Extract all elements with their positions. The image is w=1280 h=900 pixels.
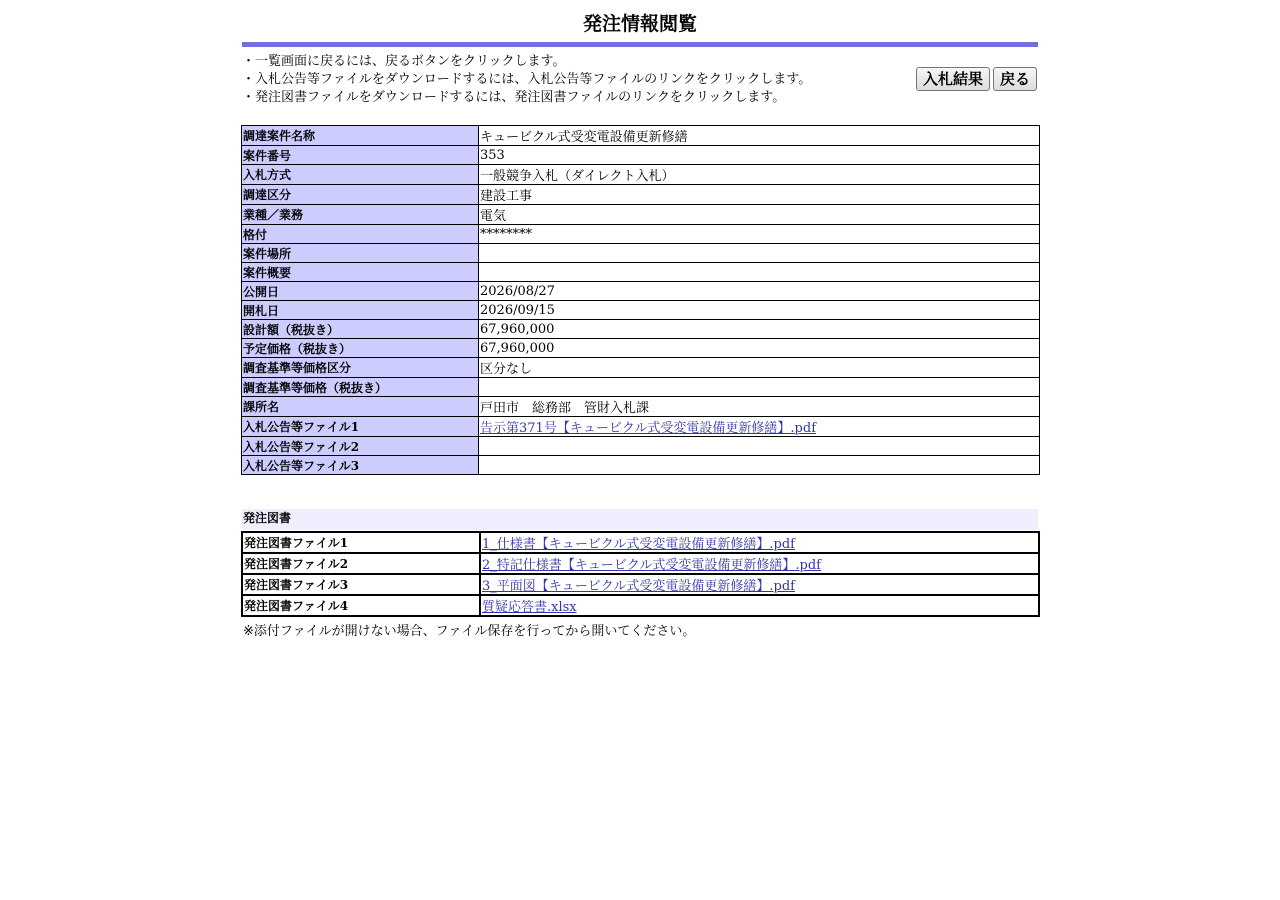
detail-value: 区分なし — [479, 358, 1040, 378]
document-row — [242, 553, 1039, 574]
detail-label: 入札公告等ファイル2 — [242, 437, 479, 456]
action-buttons — [916, 67, 1037, 91]
document-file-link[interactable]: 2_特記仕様書【キュービクル式受変電設備更新修繕】.pdf — [482, 558, 821, 573]
detail-value: 67,960,000 — [479, 320, 1040, 339]
back-button[interactable]: 戻る — [993, 67, 1037, 91]
detail-row — [242, 263, 1040, 282]
document-row — [242, 532, 1039, 553]
document-row — [242, 595, 1039, 616]
detail-label: 入札公告等ファイル3 — [242, 456, 479, 475]
document-value-cell — [480, 595, 1039, 616]
detail-row — [242, 456, 1040, 475]
document-value-cell — [480, 574, 1039, 595]
detail-label: 案件場所 — [242, 244, 479, 263]
detail-value — [479, 437, 1040, 456]
document-file-link[interactable]: 質疑応答書.xlsx — [482, 600, 577, 615]
document-label: 発注図書ファイル2 — [242, 553, 480, 574]
detail-label: 調達区分 — [242, 185, 479, 205]
document-value-cell — [480, 532, 1039, 553]
instruction-line: ・入札公告等ファイルをダウンロードするには、入札公告等ファイルのリンクをクリックします。 — [242, 72, 812, 87]
detail-row — [242, 244, 1040, 263]
instruction-line: ・発注図書ファイルをダウンロードするには、発注図書ファイルのリンクをクリックします。 — [242, 90, 786, 105]
detail-row — [242, 339, 1040, 358]
detail-value-cell — [479, 417, 1040, 437]
detail-row — [242, 126, 1040, 146]
detail-row — [242, 185, 1040, 205]
detail-value: 電気 — [479, 205, 1040, 225]
detail-value — [479, 263, 1040, 282]
page-title: 発注情報閲覧 — [582, 13, 697, 35]
detail-value: 2026/08/27 — [479, 282, 1040, 301]
document-file-link[interactable]: 3_平面図【キュービクル式受変電設備更新修繕】.pdf — [482, 579, 795, 594]
detail-label: 課所名 — [242, 397, 479, 417]
instructions — [242, 53, 811, 107]
documents-heading: 発注図書 — [242, 509, 1038, 530]
detail-row — [242, 320, 1040, 339]
detail-value: ******** — [479, 225, 1040, 244]
detail-row — [242, 397, 1040, 417]
detail-row — [242, 225, 1040, 244]
document-file-link[interactable]: 1_仕様書【キュービクル式受変電設備更新修繕】.pdf — [482, 537, 795, 552]
detail-value: 戸田市 総務部 管財入札課 — [479, 397, 1040, 417]
detail-label: 公開日 — [242, 282, 479, 301]
document-row — [242, 574, 1039, 595]
document-label: 発注図書ファイル3 — [242, 574, 480, 595]
instruction-line: ・一覧画面に戻るには、戻るボタンをクリックします。 — [242, 54, 566, 69]
intro-section — [242, 47, 1038, 125]
attachment-note: ※添付ファイルが開けない場合、ファイル保存を行ってから開いてください。 — [243, 624, 696, 639]
detail-row — [242, 378, 1040, 397]
detail-value — [479, 244, 1040, 263]
detail-row — [242, 205, 1040, 225]
detail-value: 67,960,000 — [479, 339, 1040, 358]
detail-value — [479, 456, 1040, 475]
detail-label: 案件番号 — [242, 146, 479, 165]
detail-label: 設計額（税抜き） — [242, 320, 479, 339]
bid-results-button[interactable]: 入札結果 — [916, 67, 990, 91]
detail-label: 案件概要 — [242, 263, 479, 282]
detail-label: 調達案件名称 — [242, 126, 479, 146]
detail-row — [242, 301, 1040, 320]
detail-row — [242, 417, 1040, 437]
detail-value: 2026/09/15 — [479, 301, 1040, 320]
detail-row — [242, 146, 1040, 165]
detail-value — [479, 378, 1040, 397]
detail-label: 入札公告等ファイル1 — [242, 417, 479, 437]
detail-label: 調査基準等価格区分 — [242, 358, 479, 378]
documents-table — [241, 531, 1040, 617]
detail-label: 予定価格（税抜き） — [242, 339, 479, 358]
document-value-cell — [480, 553, 1039, 574]
detail-row — [242, 437, 1040, 456]
document-label: 発注図書ファイル1 — [242, 532, 480, 553]
document-label: 発注図書ファイル4 — [242, 595, 480, 616]
detail-label: 調査基準等価格（税抜き） — [242, 378, 479, 397]
announcement-file-link[interactable]: 告示第371号【キュービクル式受変電設備更新修繕】.pdf — [480, 421, 817, 436]
page-container — [242, 0, 1038, 639]
detail-value: 一般競争入札（ダイレクト入札） — [479, 165, 1040, 185]
detail-value: 353 — [479, 146, 1040, 165]
detail-label: 開札日 — [242, 301, 479, 320]
details-table — [241, 125, 1040, 475]
detail-row — [242, 165, 1040, 185]
detail-value: 建設工事 — [479, 185, 1040, 205]
detail-label: 入札方式 — [242, 165, 479, 185]
detail-label: 業種／業務 — [242, 205, 479, 225]
detail-label: 格付 — [242, 225, 479, 244]
detail-value: キュービクル式受変電設備更新修繕 — [479, 126, 1040, 146]
detail-row — [242, 358, 1040, 378]
detail-row — [242, 282, 1040, 301]
